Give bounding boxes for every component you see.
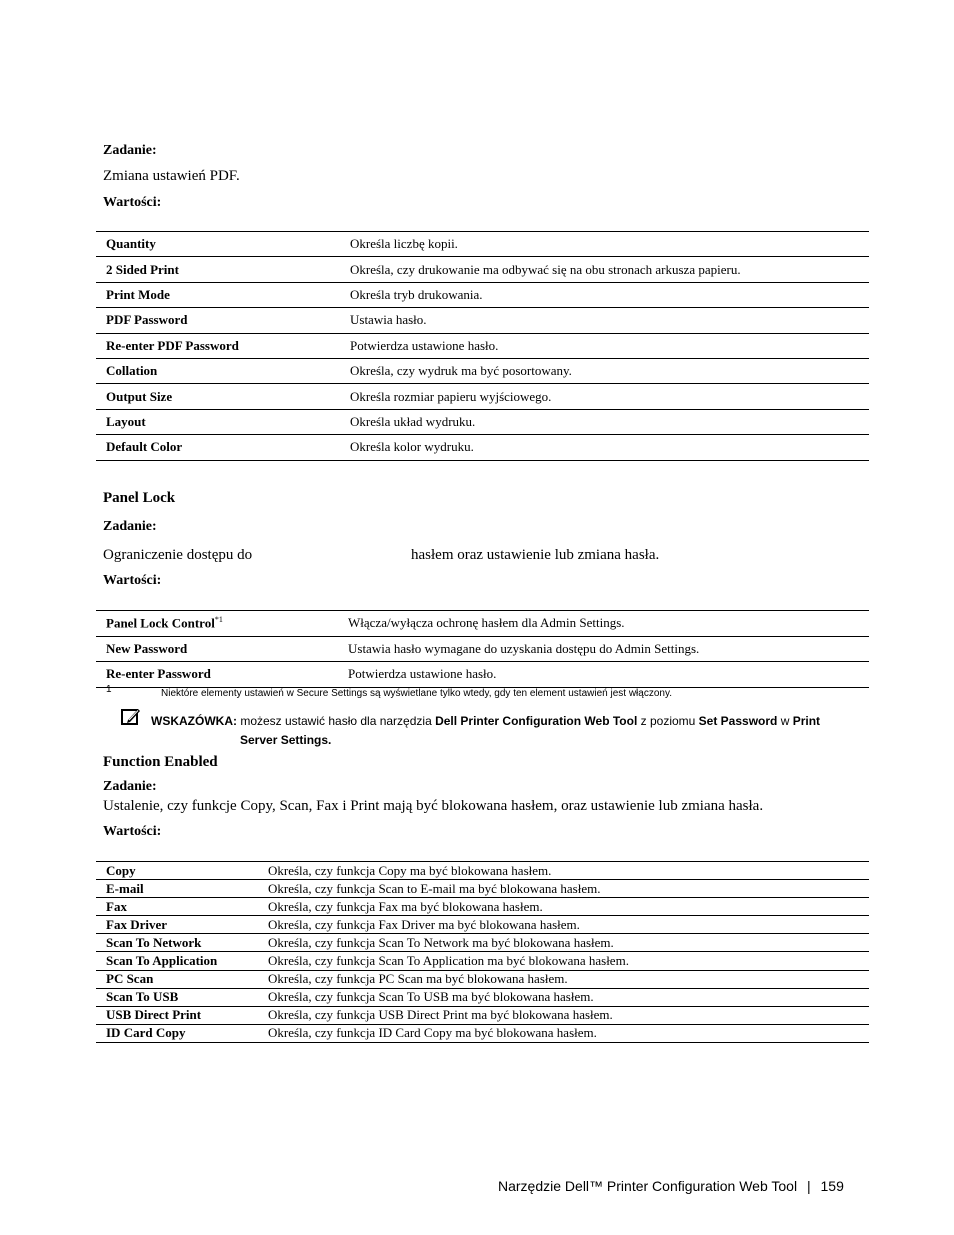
setting-name [96, 934, 258, 952]
page-footer [498, 1178, 844, 1194]
setting-name [96, 662, 338, 688]
setting-name [96, 1006, 258, 1024]
function-enabled-task-text: Ustalenie, czy funkcje Copy, Scan, Fax i Print mają być blokowana hasłem, oraz ustawienie lub zmiana hasła. [103, 798, 764, 814]
setting-name [96, 409, 340, 434]
setting-name-text: Scan To Application [106, 953, 218, 969]
note-text [151, 714, 820, 728]
note-line-2: Server Settings. [240, 733, 332, 747]
page-number: 159 [820, 1178, 844, 1194]
table-row [96, 880, 869, 898]
setting-name [96, 257, 340, 282]
setting-description: Określa układ wydruku. [350, 413, 476, 429]
footer-title: Narzędzie Dell™ Printer Configuration Web Tool [498, 1178, 798, 1194]
setting-description: Określa, czy funkcja Scan To Application ma być blokowana hasłem. [268, 953, 629, 969]
panel-lock-title: Panel Lock [103, 490, 176, 506]
setting-description: Określa, czy funkcja ID Card Copy ma być blokowana hasłem. [268, 1025, 597, 1041]
setting-name [96, 880, 258, 898]
pdf-task-label: Zadanie: [103, 143, 157, 158]
table-row [96, 384, 869, 409]
table-row [96, 409, 869, 434]
setting-name [96, 988, 258, 1006]
table-row [96, 232, 869, 257]
setting-name-text: Default Color [106, 439, 183, 455]
setting-description: Ustawia hasło wymagane do uzyskania dostępu do Admin Settings. [348, 640, 700, 656]
function-enabled-values-table [96, 861, 869, 1043]
setting-name-text: Re-enter PDF Password [106, 337, 239, 353]
note-label: WSKAZÓWKA: [151, 714, 237, 728]
table-row [96, 916, 869, 934]
setting-name [96, 611, 338, 637]
setting-name-text: Copy [106, 862, 136, 878]
setting-name [96, 898, 258, 916]
table-row [96, 662, 869, 688]
table-row [96, 257, 869, 282]
setting-description: Określa, czy funkcja Scan To USB ma być blokowana hasłem. [268, 989, 594, 1005]
setting-description: Określa, czy wydruk ma być posortowany. [350, 363, 572, 379]
setting-name [96, 970, 258, 988]
setting-name [96, 232, 340, 257]
setting-name [96, 282, 340, 307]
setting-name-text: Re-enter Password [106, 666, 211, 682]
setting-name [96, 916, 258, 934]
setting-description: Potwierdza ustawione hasło. [350, 337, 499, 353]
table-row [96, 308, 869, 333]
table-row [96, 970, 869, 988]
setting-name-text: E-mail [106, 880, 144, 896]
setting-name [96, 308, 340, 333]
table-row [96, 1024, 869, 1042]
panel-lock-task-text-a: Ograniczenie dostępu do [103, 547, 253, 563]
setting-description: Określa kolor wydruku. [350, 439, 474, 455]
setting-name [96, 333, 340, 358]
setting-name-text: Fax Driver [106, 916, 168, 932]
function-enabled-values-label: Wartości: [103, 824, 162, 839]
setting-description: Ustawia hasło. [350, 312, 427, 328]
table-row [96, 934, 869, 952]
setting-name-text: 2 Sided Print [106, 261, 179, 277]
setting-name [96, 358, 340, 383]
table-row [96, 952, 869, 970]
setting-name-text: PDF Password [106, 312, 188, 328]
table-row [96, 358, 869, 383]
setting-name [96, 636, 338, 662]
setting-name-text: ID Card Copy [106, 1025, 186, 1041]
setting-description: Określa, czy drukowanie ma odbywać się na obu stronach arkusza papieru. [350, 261, 741, 277]
table-row [96, 898, 869, 916]
setting-name-text: PC Scan [106, 971, 154, 987]
setting-name-text: Output Size [106, 388, 173, 404]
note-text-2: z poziomu [637, 714, 699, 728]
table-row [96, 862, 869, 880]
note-pencil-icon [121, 708, 141, 726]
note-text-1: możesz ustawić hasło dla narzędzia [236, 714, 436, 728]
note-bold-2: Set Password [698, 714, 778, 728]
setting-name-text: Print Mode [106, 286, 170, 302]
table-row [96, 1006, 869, 1024]
panel-lock-task-text-b: hasłem oraz ustawienie lub zmiana hasła. [411, 547, 660, 563]
setting-description: Określa, czy funkcja PC Scan ma być blokowana hasłem. [268, 971, 568, 987]
setting-name [96, 862, 258, 880]
setting-description: Określa, czy funkcja Scan to E-mail ma być blokowana hasłem. [268, 880, 601, 896]
setting-description: Określa liczbę kopii. [350, 236, 458, 252]
function-enabled-task-label: Zadanie: [103, 779, 157, 794]
setting-name-text: Scan To Network [106, 934, 202, 950]
footnote-ref: *1 [214, 615, 223, 625]
setting-description: Określa, czy funkcja Fax ma być blokowana hasłem. [268, 898, 543, 914]
note-text-3: w [777, 714, 793, 728]
setting-name-text: Quantity [106, 236, 156, 252]
setting-description: Określa, czy funkcja Fax Driver ma być blokowana hasłem. [268, 916, 580, 932]
pdf-values-table [96, 231, 869, 461]
setting-description: Określa tryb drukowania. [350, 286, 483, 302]
panel-lock-values-label: Wartości: [103, 573, 162, 588]
setting-name [96, 384, 340, 409]
setting-description: Określa, czy funkcja Copy ma być blokowana hasłem. [268, 862, 552, 878]
table-row [96, 611, 869, 637]
note-bold-1: Dell Printer Configuration Web Tool [435, 714, 638, 728]
table-row [96, 636, 869, 662]
table-row [96, 282, 869, 307]
setting-name [96, 952, 258, 970]
setting-name-text: USB Direct Print [106, 1007, 202, 1023]
setting-name [96, 435, 340, 460]
function-enabled-title: Function Enabled [103, 754, 218, 770]
table-row [96, 333, 869, 358]
setting-name-text: Collation [106, 363, 158, 379]
panel-lock-values-table [96, 610, 869, 688]
footer-separator: | [806, 1178, 811, 1194]
pdf-task-text: Zmiana ustawień PDF. [103, 168, 240, 184]
table-row [96, 988, 869, 1006]
setting-name-text: Layout [106, 413, 146, 429]
setting-description: Określa, czy funkcja USB Direct Print ma być blokowana hasłem. [268, 1007, 613, 1023]
note-bold-3: Print [792, 714, 821, 728]
table-row [96, 435, 869, 460]
setting-description: Włącza/wyłącza ochronę hasłem dla Admin Settings. [348, 615, 625, 631]
setting-name-text: New Password [106, 640, 188, 656]
pdf-values-label: Wartości: [103, 195, 162, 210]
setting-description: Określa, czy funkcja Scan To Network ma być blokowana hasłem. [268, 934, 614, 950]
setting-name [96, 1024, 258, 1042]
setting-name-text: Fax [106, 898, 127, 914]
setting-description: Potwierdza ustawione hasło. [348, 666, 497, 682]
footnote-text: Niektóre elementy ustawień w Secure Settings są wyświetlane tylko wtedy, gdy ten element ustawień jest włączony. [161, 688, 672, 699]
setting-name-text: Scan To USB [106, 989, 179, 1005]
panel-lock-task-label: Zadanie: [103, 519, 157, 534]
footnote-mark: 1 [106, 684, 112, 695]
setting-description: Określa rozmiar papieru wyjściowego. [350, 388, 552, 404]
setting-name-text: Panel Lock Control [106, 615, 215, 631]
